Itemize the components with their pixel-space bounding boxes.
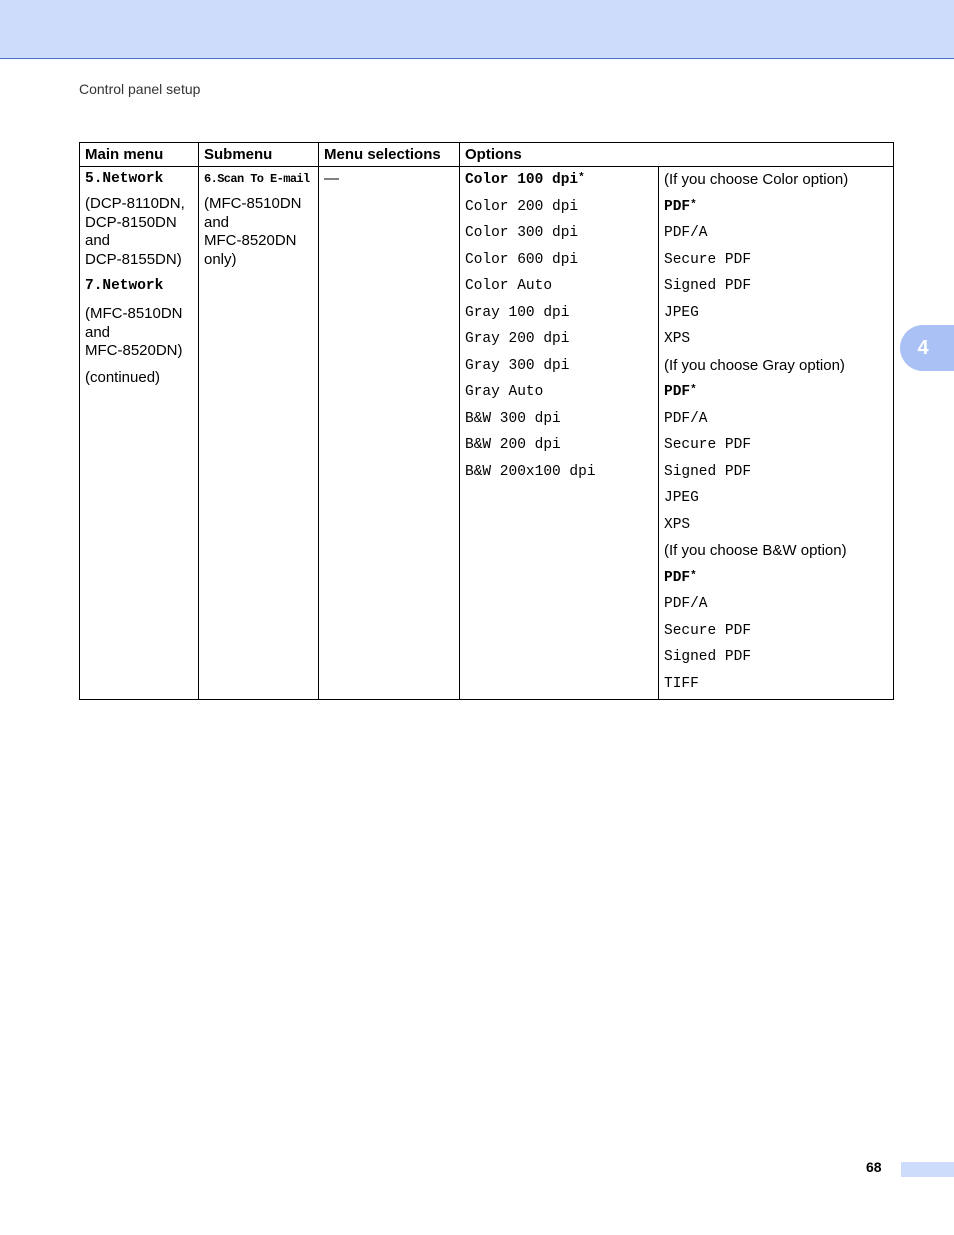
option-item: Gray 200 dpi [465, 331, 570, 347]
option-item: B&W 300 dpi [465, 410, 561, 427]
option-default: PDF* [664, 384, 697, 400]
section-title: Control panel setup [79, 81, 201, 97]
option-item: Signed PDF [664, 649, 752, 665]
menu-selections-cell [319, 167, 460, 700]
option-default: PDF* [664, 569, 697, 586]
option-item: PDF/A [664, 410, 708, 427]
option-item: TIFF [664, 675, 699, 692]
menu-settings-table [79, 142, 894, 700]
header-submenu: Submenu [199, 143, 319, 167]
option-default: Color 100 dpi* [465, 172, 585, 188]
option-item: JPEG [664, 490, 699, 506]
main-menu-cell [80, 167, 199, 700]
option-item: Signed PDF [664, 278, 752, 294]
main-menu-models-dcp: (DCP-8110DN, DCP-8150DN and DCP-8155DN) [85, 195, 185, 268]
table-row [80, 167, 894, 700]
option-item: Gray Auto [465, 384, 544, 400]
option-note: (If you choose B&W option) [664, 542, 847, 559]
submenu-scan-to-email: 6.Scan To E-mail [204, 172, 310, 186]
option-item: PDF/A [664, 225, 708, 241]
option-item: Secure PDF [664, 622, 752, 639]
menu-selection-dash: — [324, 170, 339, 187]
main-menu-models-mfc: (MFC-8510DN and MFC-8520DN) [85, 305, 183, 359]
submenu-models: (MFC-8510DN and MFC-8520DN only) [204, 195, 302, 268]
header-options: Options [460, 143, 894, 167]
options-file-type-cell [659, 167, 894, 700]
option-item: Gray 100 dpi [465, 304, 570, 321]
option-item: XPS [664, 516, 691, 533]
header-menu-selections: Menu selections [319, 143, 460, 167]
table-header-row [80, 143, 894, 167]
option-item: Secure PDF [664, 251, 752, 268]
main-menu-item-7-network: 7.Network [85, 278, 164, 294]
option-note: (If you choose Color option) [664, 171, 849, 188]
submenu-cell [199, 167, 319, 700]
option-item: PDF/A [664, 596, 708, 612]
option-item: Secure PDF [664, 437, 752, 453]
option-item: Gray 300 dpi [465, 357, 570, 374]
main-menu-item-5-network: 5.Network [85, 171, 164, 187]
option-item: Color Auto [465, 278, 553, 294]
options-resolution-cell [460, 167, 659, 700]
option-item: Signed PDF [664, 463, 752, 480]
option-item: Color 600 dpi [465, 251, 579, 268]
option-note: (If you choose Gray option) [664, 356, 845, 374]
option-item: JPEG [664, 304, 699, 321]
option-item: XPS [664, 331, 691, 347]
option-item: B&W 200 dpi [465, 437, 561, 453]
option-item: Color 200 dpi [465, 198, 579, 215]
chapter-tab: 4 [900, 325, 954, 371]
main-menu-continued: (continued) [85, 368, 161, 386]
option-default: PDF* [664, 198, 697, 215]
top-header-band [0, 0, 954, 59]
option-item: B&W 200x100 dpi [465, 463, 596, 480]
option-item: Color 300 dpi [465, 225, 579, 241]
page-number: 68 [866, 1159, 882, 1175]
header-main-menu: Main menu [80, 143, 199, 167]
page-footer-bar [901, 1162, 954, 1177]
